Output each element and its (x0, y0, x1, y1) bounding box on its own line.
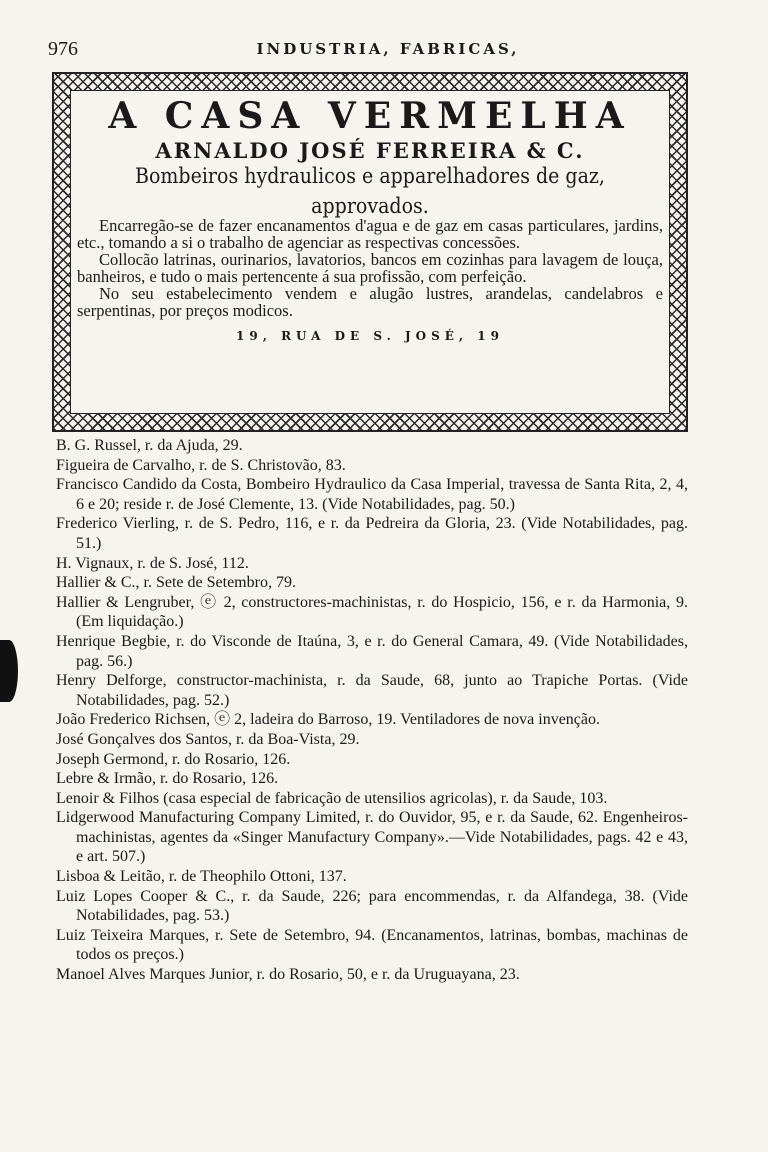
list-item: Lebre & Irmão, r. do Rosario, 126. (56, 770, 279, 788)
list-item: Francisco Candido da Costa, Bombeiro Hydraulico da Casa Imperial, travessa de Santa Rita, 2, 4, 6 e 20; reside r. de José Clemente, 13. (Vide Notabilidades, pag. 50.) (56, 476, 688, 513)
ad-owner: ARNALDO JOSÉ FERREIRA & C. (155, 138, 585, 163)
list-item: Henry Delforge, constructor-machinista, r. da Saude, 68, junto ao Trapiche Portas. (Vide Notabilidades, pag. 52.) (56, 672, 688, 709)
list-item: Manoel Alves Marques Junior, r. do Rosario, 50, e r. da Uruguayana, 23. (56, 966, 520, 984)
list-item: Hallier & Lengruber, ⓔ 2, constructores-machinistas, r. do Hospicio, 156, e r. da Harmonia, 9. (Em liquidação.) (56, 593, 688, 631)
advertisement-content (70, 90, 670, 414)
list-item: Lidgerwood Manufacturing Company Limited, r. do Ouvidor, 95, e r. da Saude, 62. Engenheiros-machinistas, agentes da «Singer Manufactury Company».—Vide Notabilidades, pags. 42 e 43, e art. 507.) (56, 809, 688, 866)
ad-paragraph: Encarregão-se de fazer encanamentos d'agua e de gaz em casas particulares, jardins, etc., tomando a si o trabalho de agenciar as respectivas concessões. (77, 216, 663, 252)
list-item: Luiz Lopes Cooper & C., r. da Saude, 226; para encommendas, r. da Alfandega, 38. (Vide Notabilidades, pag. 53.) (56, 887, 688, 925)
list-item: Hallier & C., r. Sete de Setembro, 79. (56, 574, 296, 592)
ad-paragraph: No seu estabelecimento vendem e alugão lustres, arandelas, candelabros e serpentinas, por preços modicos. (77, 284, 663, 320)
list-item: José Gonçalves dos Santos, r. da Boa-Vista, 29. (56, 730, 360, 748)
running-title: INDUSTRIA, FABRICAS, (256, 40, 520, 58)
list-item: João Frederico Richsen, ⓔ 2, ladeira do Barroso, 19. Ventiladores de nova invenção. (56, 711, 600, 729)
list-item: Henrique Begbie, r. do Visconde de Itaúna, 3, e r. do General Camara, 49. (Vide Notabilidades, pag. 56.) (56, 632, 688, 670)
list-item: Figueira de Carvalho, r. de S. Christovão, 83. (56, 456, 346, 474)
list-item: Lisboa & Leitão, r. de Theophilo Ottoni, 137. (56, 868, 347, 886)
list-item: B. G. Russel, r. da Ajuda, 29. (56, 437, 243, 454)
ad-title: A CASA VERMELHA (108, 95, 632, 137)
ad-paragraph: Collocão latrinas, ourinarios, lavatorios, bancos em cozinhas para lavagem de louça, banheiros, e tudo o mais pertencente á sua profissão, com perfeição. (77, 250, 663, 286)
ink-blot (0, 640, 18, 702)
list-item: Lenoir & Filhos (casa especial de fabricação de utensilios agricolas), r. da Saude, 103. (56, 789, 608, 807)
page-number: 976 (48, 38, 78, 60)
page-header (48, 38, 728, 68)
advertisement-box (52, 72, 688, 432)
list-item: H. Vignaux, r. de S. José, 112. (56, 554, 249, 572)
list-item: Frederico Vierling, r. de S. Pedro, 116, e r. da Pedreira da Gloria, 23. (Vide Notabilidades, pag. 51.) (56, 515, 688, 552)
list-item: Joseph Germond, r. do Rosario, 126. (56, 750, 291, 768)
list-item: Luiz Teixeira Marques, r. Sete de Setembro, 94. (Encanamentos, latrinas, bombas, machinas de todos os preços.) (56, 926, 688, 964)
ad-address: 19, RUA DE S. JOSÉ, 19 (236, 329, 504, 343)
directory-entries (56, 436, 688, 985)
ad-trade: Bombeiros hydraulicos e apparelhadores de gaz, approvados. (135, 163, 605, 219)
